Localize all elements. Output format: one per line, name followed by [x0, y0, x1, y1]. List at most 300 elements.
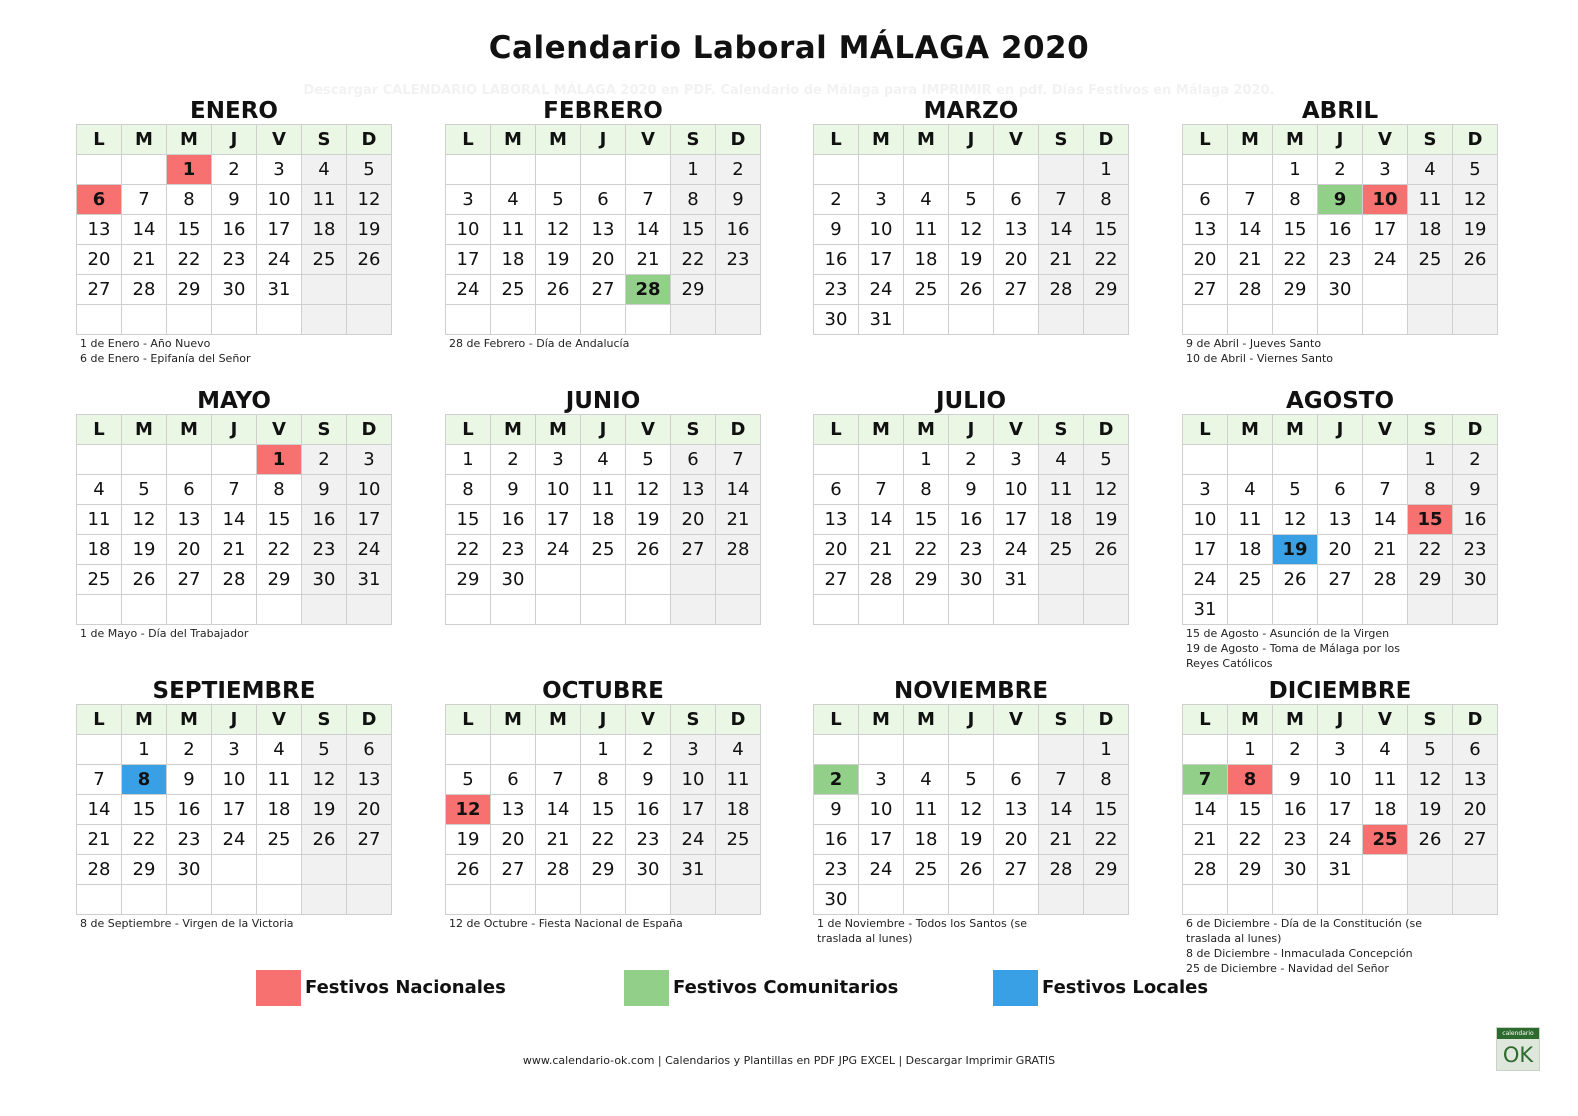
holiday-note: 1 de Mayo - Día del Trabajador: [80, 627, 249, 640]
day-cell: 29: [1084, 275, 1129, 305]
footer-text[interactable]: www.calendario-ok.com | Calendarios y Plantillas en PDF JPG EXCEL | Descargar Imprimir GRATIS: [522, 1054, 1056, 1067]
day-cell: 27: [491, 855, 536, 885]
week-row: [814, 275, 1129, 305]
day-cell: 8: [446, 475, 491, 505]
weekday-header: L: [1183, 125, 1228, 155]
day-cell: 5: [1273, 475, 1318, 505]
day-cell: 2: [626, 735, 671, 765]
logo-top-text: calendario: [1497, 1028, 1539, 1039]
day-cell: 13: [1453, 765, 1498, 795]
day-cell: 18: [1039, 505, 1084, 535]
day-cell: 27: [347, 825, 392, 855]
weekday-header: L: [446, 705, 491, 735]
day-cell: 5: [1408, 735, 1453, 765]
day-cell: 11: [302, 185, 347, 215]
day-cell: 4: [257, 735, 302, 765]
legend-swatch-local: [993, 970, 1038, 1006]
day-cell: 7: [122, 185, 167, 215]
week-row: [77, 885, 392, 915]
weekday-header-row: [77, 415, 392, 445]
month-table: [813, 414, 1129, 625]
empty-cell: [347, 855, 392, 885]
holiday-note: 15 de Agosto - Asunción de la Virgen: [1186, 627, 1390, 640]
day-cell: 19: [1453, 215, 1498, 245]
day-cell: 26: [446, 855, 491, 885]
weekday-header: L: [1183, 415, 1228, 445]
legend-label-local: Festivos Locales: [1042, 977, 1209, 998]
day-cell: 20: [1183, 245, 1228, 275]
month-table: [813, 704, 1129, 915]
holiday-note: 8 de Diciembre - Inmaculada Concepción: [1186, 947, 1413, 960]
month-name: SEPTIEMBRE: [152, 678, 316, 704]
weekday-header: M: [904, 415, 949, 445]
week-row: [1183, 735, 1498, 765]
day-cell: 25: [257, 825, 302, 855]
empty-cell: [859, 595, 904, 625]
weekday-header-row: [77, 705, 392, 735]
week-row: [446, 475, 761, 505]
day-cell: 6: [347, 735, 392, 765]
empty-cell: [491, 885, 536, 915]
week-row: [1183, 505, 1498, 535]
week-row: [1183, 445, 1498, 475]
day-cell: 30: [167, 855, 212, 885]
empty-cell: [814, 735, 859, 765]
day-cell: 10: [347, 475, 392, 505]
day-cell: 10: [257, 185, 302, 215]
week-row: [446, 185, 761, 215]
empty-cell: [1453, 595, 1498, 625]
day-cell: 13: [347, 765, 392, 795]
holiday-note: 6 de Diciembre - Día de la Constitución (se: [1186, 917, 1423, 930]
week-row: [446, 595, 761, 625]
day-cell: 12: [1084, 475, 1129, 505]
weekday-header: S: [302, 415, 347, 445]
empty-cell: [257, 885, 302, 915]
empty-cell: [536, 565, 581, 595]
empty-cell: [1453, 855, 1498, 885]
empty-cell: [1318, 445, 1363, 475]
holiday-cell-local: 8: [122, 765, 167, 795]
weekday-header: S: [302, 125, 347, 155]
weekday-header: M: [122, 705, 167, 735]
day-cell: 9: [212, 185, 257, 215]
holiday-notes: [1186, 336, 1506, 366]
weekday-header: M: [536, 415, 581, 445]
day-cell: 13: [671, 475, 716, 505]
empty-cell: [122, 885, 167, 915]
empty-cell: [949, 305, 994, 335]
day-cell: 1: [1084, 735, 1129, 765]
weekday-header: M: [1228, 125, 1273, 155]
weekday-header: L: [814, 125, 859, 155]
week-row: [446, 825, 761, 855]
day-cell: 27: [1183, 275, 1228, 305]
month-table: [1182, 704, 1498, 915]
day-cell: 7: [536, 765, 581, 795]
empty-cell: [1408, 275, 1453, 305]
week-row: [77, 595, 392, 625]
day-cell: 24: [446, 275, 491, 305]
empty-cell: [1273, 595, 1318, 625]
empty-cell: [994, 595, 1039, 625]
week-row: [446, 765, 761, 795]
day-cell: 9: [716, 185, 761, 215]
empty-cell: [904, 885, 949, 915]
week-row: [77, 825, 392, 855]
empty-cell: [994, 155, 1039, 185]
week-row: [77, 275, 392, 305]
day-cell: 16: [212, 215, 257, 245]
day-cell: 1: [671, 155, 716, 185]
day-cell: 20: [581, 245, 626, 275]
day-cell: 6: [994, 765, 1039, 795]
day-cell: 12: [536, 215, 581, 245]
weekday-header: S: [671, 125, 716, 155]
day-cell: 13: [491, 795, 536, 825]
day-cell: 7: [626, 185, 671, 215]
weekday-header: J: [581, 705, 626, 735]
day-cell: 3: [1183, 475, 1228, 505]
day-cell: 17: [257, 215, 302, 245]
empty-cell: [1408, 855, 1453, 885]
empty-cell: [1273, 305, 1318, 335]
month-table: [76, 704, 392, 915]
holiday-note: Reyes Católicos: [1186, 657, 1273, 670]
month-name: DICIEMBRE: [1268, 678, 1412, 704]
month-name: MARZO: [923, 98, 1019, 124]
weekday-header-row: [446, 125, 761, 155]
week-row: [446, 535, 761, 565]
day-cell: 5: [122, 475, 167, 505]
day-cell: 23: [212, 245, 257, 275]
day-cell: 28: [859, 565, 904, 595]
empty-cell: [1453, 275, 1498, 305]
week-row: [446, 215, 761, 245]
day-cell: 29: [1228, 855, 1273, 885]
day-cell: 23: [626, 825, 671, 855]
day-cell: 6: [994, 185, 1039, 215]
day-cell: 18: [904, 245, 949, 275]
empty-cell: [1084, 885, 1129, 915]
empty-cell: [626, 565, 671, 595]
day-cell: 17: [446, 245, 491, 275]
day-cell: 26: [949, 275, 994, 305]
weekday-header: L: [446, 415, 491, 445]
weekday-header: D: [1453, 705, 1498, 735]
holiday-note: 1 de Enero - Año Nuevo: [80, 337, 211, 350]
day-cell: 31: [994, 565, 1039, 595]
day-cell: 18: [1228, 535, 1273, 565]
day-cell: 11: [491, 215, 536, 245]
day-cell: 8: [1084, 765, 1129, 795]
holiday-notes: [1186, 916, 1506, 976]
empty-cell: [581, 305, 626, 335]
day-cell: 21: [1039, 825, 1084, 855]
day-cell: 26: [122, 565, 167, 595]
day-cell: 28: [716, 535, 761, 565]
day-cell: 20: [994, 825, 1039, 855]
weekday-header: V: [994, 705, 1039, 735]
week-row: [814, 595, 1129, 625]
day-cell: 18: [1363, 795, 1408, 825]
holiday-cell-comunitario: 7: [1183, 765, 1228, 795]
week-row: [446, 795, 761, 825]
week-row: [1183, 825, 1498, 855]
empty-cell: [491, 595, 536, 625]
day-cell: 14: [716, 475, 761, 505]
day-cell: 11: [1363, 765, 1408, 795]
holiday-cell-local: 19: [1273, 535, 1318, 565]
weekday-header: L: [814, 415, 859, 445]
day-cell: 14: [1039, 215, 1084, 245]
day-cell: 22: [446, 535, 491, 565]
empty-cell: [1363, 855, 1408, 885]
day-cell: 25: [1228, 565, 1273, 595]
day-cell: 22: [167, 245, 212, 275]
day-cell: 23: [814, 855, 859, 885]
day-cell: 5: [1453, 155, 1498, 185]
empty-cell: [77, 445, 122, 475]
week-row: [814, 445, 1129, 475]
week-row: [1183, 565, 1498, 595]
holiday-cell-comunitario: 2: [814, 765, 859, 795]
day-cell: 5: [347, 155, 392, 185]
day-cell: 22: [257, 535, 302, 565]
empty-cell: [536, 305, 581, 335]
empty-cell: [347, 595, 392, 625]
weekday-header: J: [1318, 415, 1363, 445]
day-cell: 11: [716, 765, 761, 795]
day-cell: 20: [1318, 535, 1363, 565]
day-cell: 12: [949, 215, 994, 245]
day-cell: 19: [949, 245, 994, 275]
day-cell: 14: [77, 795, 122, 825]
holiday-cell-nacional: 1: [167, 155, 212, 185]
empty-cell: [122, 445, 167, 475]
day-cell: 7: [77, 765, 122, 795]
day-cell: 20: [671, 505, 716, 535]
day-cell: 13: [1183, 215, 1228, 245]
weekday-header: S: [1039, 415, 1084, 445]
day-cell: 1: [1228, 735, 1273, 765]
day-cell: 31: [1183, 595, 1228, 625]
holiday-cell-comunitario: 28: [626, 275, 671, 305]
day-cell: 18: [1408, 215, 1453, 245]
day-cell: 2: [491, 445, 536, 475]
page-title: Calendario Laboral MÁLAGA 2020: [488, 30, 1090, 66]
empty-cell: [859, 155, 904, 185]
day-cell: 16: [1273, 795, 1318, 825]
week-row: [446, 445, 761, 475]
weekday-header: M: [859, 415, 904, 445]
day-cell: 22: [122, 825, 167, 855]
day-cell: 25: [77, 565, 122, 595]
week-row: [446, 305, 761, 335]
weekday-header-row: [1183, 705, 1498, 735]
day-cell: 15: [167, 215, 212, 245]
empty-cell: [122, 305, 167, 335]
day-cell: 13: [167, 505, 212, 535]
day-cell: 5: [302, 735, 347, 765]
empty-cell: [1318, 595, 1363, 625]
day-cell: 19: [302, 795, 347, 825]
day-cell: 21: [859, 535, 904, 565]
day-cell: 27: [994, 275, 1039, 305]
day-cell: 1: [446, 445, 491, 475]
day-cell: 9: [302, 475, 347, 505]
day-cell: 24: [994, 535, 1039, 565]
day-cell: 11: [581, 475, 626, 505]
week-row: [446, 735, 761, 765]
day-cell: 9: [1453, 475, 1498, 505]
day-cell: 3: [859, 765, 904, 795]
day-cell: 6: [1453, 735, 1498, 765]
week-row: [814, 535, 1129, 565]
holiday-note: 28 de Febrero - Día de Andalucía: [449, 337, 630, 350]
day-cell: 13: [77, 215, 122, 245]
day-cell: 17: [1363, 215, 1408, 245]
day-cell: 24: [859, 275, 904, 305]
day-cell: 28: [1039, 855, 1084, 885]
day-cell: 24: [859, 855, 904, 885]
weekday-header: D: [347, 125, 392, 155]
empty-cell: [814, 445, 859, 475]
day-cell: 26: [347, 245, 392, 275]
month-table: [445, 414, 761, 625]
empty-cell: [626, 155, 671, 185]
weekday-header: J: [1318, 125, 1363, 155]
week-row: [814, 215, 1129, 245]
empty-cell: [77, 595, 122, 625]
day-cell: 14: [122, 215, 167, 245]
holiday-note: 12 de Octubre - Fiesta Nacional de España: [449, 917, 683, 930]
day-cell: 12: [1453, 185, 1498, 215]
empty-cell: [77, 885, 122, 915]
week-row: [77, 795, 392, 825]
day-cell: 12: [122, 505, 167, 535]
day-cell: 21: [1039, 245, 1084, 275]
day-cell: 1: [1408, 445, 1453, 475]
day-cell: 20: [77, 245, 122, 275]
calendario-ok-logo[interactable]: [1496, 1027, 1540, 1071]
empty-cell: [1039, 305, 1084, 335]
day-cell: 20: [347, 795, 392, 825]
weekday-header: D: [716, 415, 761, 445]
weekday-header: S: [302, 705, 347, 735]
weekday-header: J: [949, 415, 994, 445]
day-cell: 16: [1453, 505, 1498, 535]
day-cell: 19: [446, 825, 491, 855]
day-cell: 19: [1084, 505, 1129, 535]
week-row: [814, 765, 1129, 795]
week-row: [77, 245, 392, 275]
empty-cell: [1039, 735, 1084, 765]
page-subtitle: Descargar CALENDARIO LABORAL MÁLAGA 2020 en PDF. Calendario de Málaga para IMPRIMIR en pdf. Días Festivos en Málaga 2020.: [303, 83, 1275, 98]
day-cell: 26: [949, 855, 994, 885]
legend-swatch-comunitario: [624, 970, 669, 1006]
day-cell: 5: [446, 765, 491, 795]
day-cell: 9: [1273, 765, 1318, 795]
holiday-note: 9 de Abril - Jueves Santo: [1186, 337, 1322, 350]
empty-cell: [859, 445, 904, 475]
day-cell: 16: [814, 825, 859, 855]
holiday-note: 25 de Diciembre - Navidad del Señor: [1186, 962, 1389, 975]
day-cell: 25: [904, 275, 949, 305]
day-cell: 22: [1408, 535, 1453, 565]
empty-cell: [1363, 595, 1408, 625]
logo-main-text: OK: [1502, 1043, 1534, 1067]
week-row: [77, 475, 392, 505]
day-cell: 17: [536, 505, 581, 535]
weekday-header: M: [167, 415, 212, 445]
day-cell: 23: [1318, 245, 1363, 275]
day-cell: 23: [1273, 825, 1318, 855]
holiday-notes: [80, 626, 400, 641]
day-cell: 7: [716, 445, 761, 475]
day-cell: 4: [904, 765, 949, 795]
week-row: [1183, 765, 1498, 795]
day-cell: 3: [671, 735, 716, 765]
empty-cell: [626, 595, 671, 625]
day-cell: 4: [77, 475, 122, 505]
day-cell: 2: [814, 185, 859, 215]
weekday-header: V: [257, 705, 302, 735]
empty-cell: [1408, 305, 1453, 335]
week-row: [1183, 595, 1498, 625]
day-cell: 23: [814, 275, 859, 305]
day-cell: 17: [994, 505, 1039, 535]
month-name: ABRIL: [1301, 98, 1379, 124]
day-cell: 6: [814, 475, 859, 505]
week-row: [77, 565, 392, 595]
day-cell: 3: [1363, 155, 1408, 185]
empty-cell: [77, 155, 122, 185]
day-cell: 16: [491, 505, 536, 535]
day-cell: 6: [167, 475, 212, 505]
day-cell: 14: [1228, 215, 1273, 245]
holiday-cell-nacional: 1: [257, 445, 302, 475]
empty-cell: [1363, 445, 1408, 475]
weekday-header: J: [212, 705, 257, 735]
empty-cell: [1363, 305, 1408, 335]
empty-cell: [122, 155, 167, 185]
month-table: [76, 414, 392, 625]
week-row: [814, 305, 1129, 335]
weekday-header: D: [716, 125, 761, 155]
day-cell: 15: [1084, 795, 1129, 825]
day-cell: 26: [1273, 565, 1318, 595]
day-cell: 23: [1453, 535, 1498, 565]
empty-cell: [1183, 155, 1228, 185]
week-row: [1183, 885, 1498, 915]
empty-cell: [212, 305, 257, 335]
week-row: [814, 245, 1129, 275]
day-cell: 17: [859, 245, 904, 275]
holiday-note: 19 de Agosto - Toma de Málaga por los: [1186, 642, 1400, 655]
day-cell: 28: [536, 855, 581, 885]
week-row: [77, 185, 392, 215]
empty-cell: [1363, 275, 1408, 305]
day-cell: 11: [1228, 505, 1273, 535]
empty-cell: [626, 885, 671, 915]
day-cell: 4: [581, 445, 626, 475]
empty-cell: [1453, 885, 1498, 915]
empty-cell: [167, 445, 212, 475]
empty-cell: [671, 885, 716, 915]
day-cell: 13: [994, 215, 1039, 245]
weekday-header-row: [1183, 125, 1498, 155]
